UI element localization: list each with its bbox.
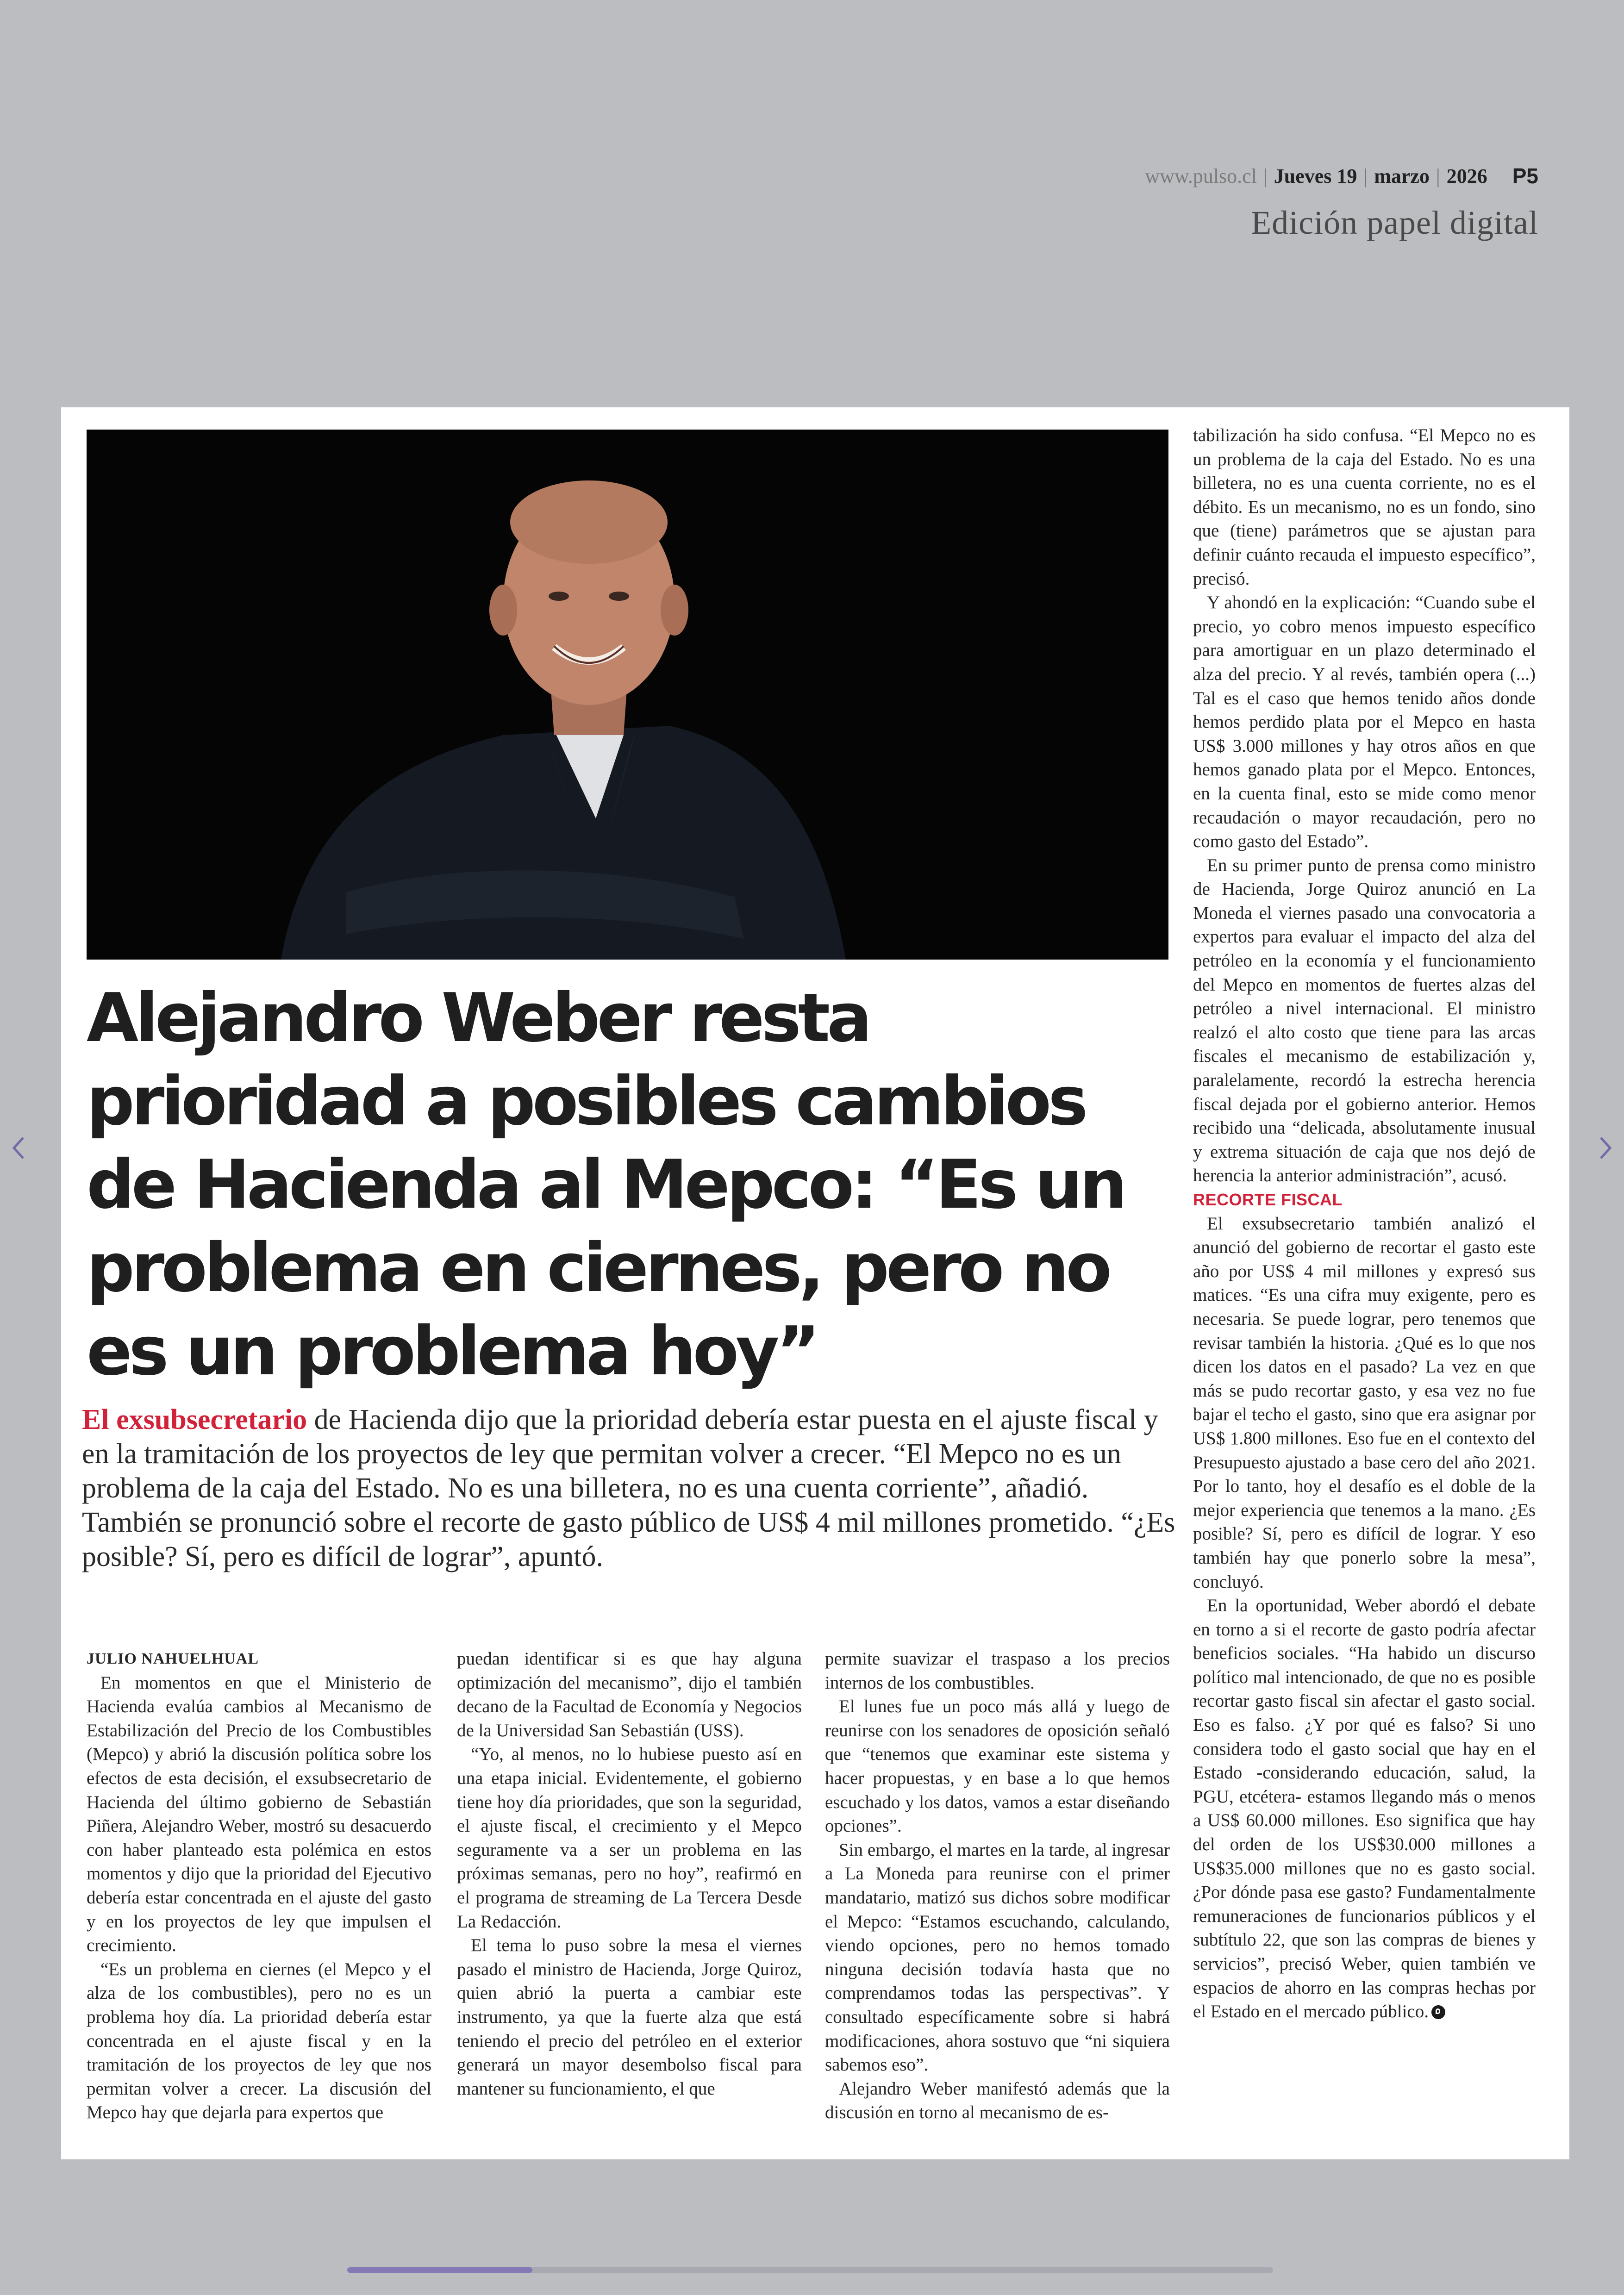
paragraph-text: En la oportunidad, Weber abordó el debate en torno a si el recorte de gasto podría afectar beneficios sociales. “Ha habido un discurso político mal intencionado, de que no es posible recortar gasto fiscal sin afectar el gasto social. Eso es falso. ¿Y por qué es falso? Si uno considera todo el gasto social que hay en el Estado -considerando educación, salud, la PGU, etcétera- estamos llegando más o menos a US$ 60.000 millones. Eso significa que hay del orden de los US$30.000 millones a US$35.000 millones que no es gasto social. ¿Por dónde pasa ese gasto? Fundamentalmente remuneraciones de funcionarios públicos y el subtítulo 22, que son las compras de bienes y servicios”, precisó Weber, quien también ve espacios de ahorro en las compras hechas por el Estado en el mercado público. <box>1193 1596 1536 2022</box>
article-dek <box>82 1403 1179 1574</box>
article-column-3 <box>825 1647 1170 2125</box>
newspaper-page <box>61 407 1569 2159</box>
site-url: www.pulso.cl <box>1145 164 1257 187</box>
paragraph: El lunes fue un poco más allá y luego de reunirse con los senadores de oposición señaló que “tenemos que examinar este sistema y hacer propuestas, y en base a lo que hemos escuchado y los datos, vamos a estar diseñando opciones”. <box>825 1696 1170 1836</box>
header-month: marzo <box>1374 164 1430 187</box>
page-number: P5 <box>1512 164 1538 188</box>
paragraph: permite suavizar el traspaso a los precios internos de los combustibles. <box>825 1649 1170 1693</box>
end-mark-icon <box>1431 2005 1445 2019</box>
edition-title: Edición papel digital <box>1251 204 1538 241</box>
prev-page-button[interactable] <box>0 1129 37 1166</box>
paragraph: En su primer punto de prensa como ministro de Hacienda, Jorge Quiroz anunció en La Moneda el viernes pasado una convocatoria a expertos para evaluar el impacto del alza del petróleo en la economía y el funcionamiento del Mepco en momentos de fuertes alzas del petróleo a nivel internacional. El ministro realzó el alto costo que tiene para las arcas fiscales el mecanismo de estabilización y, paralelamente, recordó la estrecha herencia fiscal dejada por el gobierno anterior. Hemos recibido una “delicada, absolutamente inusual y extrema situación de caja que nos dejó de herencia la anterior administración”, acusó. <box>1193 855 1536 1186</box>
page-header-line <box>1145 157 1538 194</box>
paragraph: Y ahondó en la explicación: “Cuando sube el precio, yo cobro menos impuesto específico para amortiguar en un plazo determinado el alza del precio. Y al revés, también opera (...) Tal es el caso que hemos tenido años donde hemos perdido plata por el Mepco en hasta US$ 3.000 millones y hay otros años en que hemos ganado plata por el Mepco. Entonces, en la cuenta final, esto se mide como menor recaudación o mayor recaudación, pero no como gasto del Estado”. <box>1193 592 1536 852</box>
paragraph: “Es un problema en ciernes (el Mepco y el alza de los combustibles), pero no es un problema hoy día. La prioridad debería estar concentrada en el ajuste fiscal y en la tramitación de los proyectos de ley que nos permitan volver a crecer. La discusión del Mepco hay que dejarla para expertos que <box>87 1959 431 2123</box>
page-scrubber[interactable] <box>347 2267 1273 2273</box>
article-column-4 <box>1193 424 1536 2024</box>
portrait-image <box>87 430 1168 960</box>
paragraph: “Yo, al menos, no lo hubiese puesto así en una etapa inicial. Evidentemente, el gobierno tiene hoy día prioridades, que son la seguridad, el ajuste fiscal, el crecimiento y el Mepco seguramente va a ser un problema en las próximas semanas, pero no hoy”, reafirmó en el programa de streaming de La Tercera Desde La Redacción. <box>457 1744 802 1932</box>
chevron-right-icon <box>1597 1135 1614 1161</box>
section-subhead: RECORTE FISCAL <box>1193 1190 1343 1209</box>
dek-lead: El exsubsecretario <box>82 1404 307 1435</box>
next-page-button[interactable] <box>1587 1129 1624 1166</box>
dek-text: de Hacienda dijo que la prioridad debería estar puesta en el ajuste fiscal y en la tramitación de los proyectos de ley que permitan volver a crecer. “El Mepco no es un problema de la caja del Estado. No es una billetera, no es una cuenta corriente”, añadió. También se pronunció sobre el recorte de gasto público de US$ 4 mil millones prometido. “¿Es posible? Sí, pero es difícil de lograr”, apuntó. <box>82 1404 1175 1572</box>
separator: | <box>1436 164 1440 187</box>
header-day: Jueves 19 <box>1274 164 1357 187</box>
paragraph: El exsubsecretario también analizó el anunció del gobierno de recortar el gasto este año por US$ 4 mil millones y expresó sus matices. “Es una cifra muy exigente, pero es necesaria. Se puede lograr, pero tenemos que revisar también la historia. ¿Qué es lo que nos dicen los datos en el pasado? La vez en que más se pudo recortar gasto, y esa vez no fue bajar el techo el gasto, sino que era asignar por US$ 1.800 millones. Eso fue en el contexto del Presupuesto ajustado a base cero del año 2021. Por lo tanto, hoy el desafío es el doble de la mejor experiencia que tenemos a la mano. ¿Es posible? Sí, pero es difícil de lograr. Y eso también hay que ponerlo sobre la mesa”, concluyó. <box>1193 1213 1536 1592</box>
paragraph: Sin embargo, el martes en la tarde, al ingresar a La Moneda para reunirse con el primer mandatario, matizó sus dichos sobre modificar el Mepco: “Estamos escuchando, calculando, viendo opciones, pero no hemos tomado ninguna decisión todavía hasta que no comprendamos todas las perspectivas”. Y consultado específicamente sobre si habrá modificaciones, ahora sostuvo que “ni siquiera sabemos eso”. <box>825 1840 1170 2075</box>
article-photo <box>87 430 1168 960</box>
paragraph: puedan identificar si es que hay alguna optimización del mecanismo”, dijo el también decano de la Facultad de Economía y Negocios de la Universidad San Sebastián (USS). <box>457 1649 802 1740</box>
separator: | <box>1263 164 1268 187</box>
byline: JULIO NAHUELHUAL <box>87 1650 259 1667</box>
article-headline: Alejandro Weber resta prioridad a posibles cambios de Hacienda al Mepco: “Es un problema en ciernes, pero no es un problema hoy” <box>87 979 1124 1391</box>
page-scrubber-fill <box>347 2267 532 2273</box>
paragraph: El tema lo puso sobre la mesa el viernes pasado el ministro de Hacienda, Jorge Quiroz, quien abrió la puerta a cambiar este instrumento, ya que la fuerte alza que está teniendo el precio del petróleo en el exterior generará un mayor desembolso fiscal para mantener su funcionamiento, el que <box>457 1935 802 2099</box>
paragraph <box>1193 1594 1536 2024</box>
paragraph: Alejandro Weber manifestó además que la discusión en torno al mecanismo de es- <box>825 2078 1170 2123</box>
paragraph: tabilización ha sido confusa. “El Mepco no es un problema de la caja del Estado. No es una billetera, no es una cuenta corriente, no es el débito. Es un mecanismo, no es un fondo, sino que (tiene) parámetros que se ajustan para definir cuánto recauda el impuesto específico”, precisó. <box>1193 425 1536 589</box>
separator: | <box>1363 164 1368 187</box>
chevron-left-icon <box>10 1135 27 1161</box>
header-year: 2026 <box>1446 164 1487 187</box>
article-column-2 <box>457 1647 802 2101</box>
article-column-1 <box>87 1647 431 2125</box>
paragraph: En momentos en que el Ministerio de Hacienda evalúa cambios al Mecanismo de Estabilización del Precio de los Combustibles (Mepco) y abrió la discusión política sobre los efectos de esta decisión, el exsubsecretario de Hacienda del último gobierno de Sebastián Piñera, Alejandro Weber, mostró su desacuerdo con haber planteado esta polémica en estos momentos y dijo que la prioridad del Ejecutivo debería estar concentrada en el ajuste del gasto y en los proyectos de ley que impulsen el crecimiento. <box>87 1672 431 1956</box>
